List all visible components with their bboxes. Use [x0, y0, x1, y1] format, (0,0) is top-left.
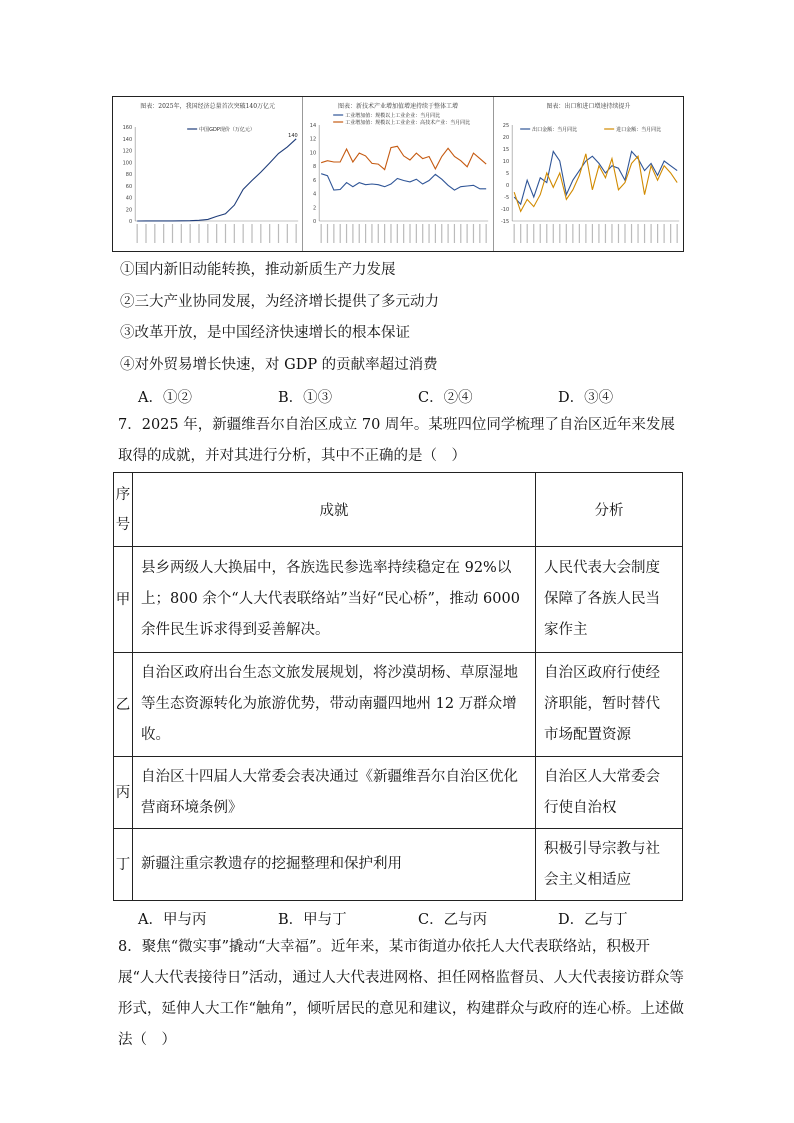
row-analysis: 自治区人大常委会行使自治权	[536, 757, 683, 829]
header-achievement: 成就	[133, 473, 536, 547]
q6-option-b[interactable]: B．①③	[278, 390, 333, 406]
q7-option-c[interactable]: C．乙与丙	[418, 912, 488, 928]
header-analysis: 分析	[536, 473, 683, 547]
legend-entry: 中国GDP现价（万亿元）	[199, 127, 255, 133]
table-row	[114, 653, 683, 757]
y-tick-label: 0	[313, 219, 317, 225]
table-header-row	[114, 473, 683, 547]
trade-chart-panel	[494, 97, 683, 251]
y-tick-label: 15	[502, 147, 509, 153]
y-tick-label: 10	[502, 159, 509, 165]
y-tick-label: 6	[313, 177, 317, 184]
row-analysis: 自治区政府行使经济职能，暂时替代市场配置资源	[536, 653, 683, 757]
row-achievement: 自治区十四届人大常委会表决通过《新疆维吾尔自治区优化营商环境条例》	[133, 757, 536, 829]
y-tick-label: 140	[122, 136, 133, 143]
q7-option-a[interactable]: A．甲与丙	[138, 912, 207, 928]
gdp-chart-title: 图表：2025年，我国经济总量首次突破140万亿元	[140, 103, 276, 110]
y-tick-label: 20	[125, 207, 133, 214]
row-analysis: 积极引导宗教与社会主义相适应	[536, 829, 683, 901]
y-tick-label: 25	[502, 123, 509, 129]
row-seq: 乙	[114, 653, 133, 757]
y-tick-label: 80	[125, 172, 133, 178]
statement-3: ③改革开放，是中国经济快速增长的根本保证	[120, 325, 410, 341]
row-seq: 甲	[114, 547, 133, 653]
y-tick-label: 0	[128, 219, 133, 225]
q8-stem: 8．聚焦“微实事”撬动“大幸福”。近年来，某市街道办依托人大代表联络站，积极开展“人大代表接待日”活动，通过人大代表进网格、担任网格监督员、人大代表接访群众等形式，延伸人大工作“触角”，倾听居民的意见和建议，构建群众与政府的连心桥。上述做法（ ）	[118, 939, 684, 1048]
industry-chart	[303, 97, 492, 251]
legend-entry: 工业增加值：规模以上工业企业：当月同比	[345, 113, 441, 119]
y-tick-label: 5	[505, 171, 509, 177]
gdp-chart-panel	[113, 97, 303, 251]
y-tick-label: -15	[500, 219, 509, 225]
trade-chart	[494, 97, 683, 251]
y-tick-label: 0	[505, 183, 509, 189]
q6-option-a[interactable]: A．①②	[138, 390, 192, 406]
statement-4: ④对外贸易增长快速，对 GDP 的贡献率超过消费	[120, 357, 438, 373]
legend-entry: 出口金额：当月同比	[531, 127, 577, 133]
y-tick-label: 8	[313, 164, 317, 171]
y-tick-label: 10	[310, 150, 317, 157]
q7-option-d[interactable]: D．乙与丁	[558, 912, 628, 928]
row-achievement: 县乡两级人大换届中，各族选民参选率持续稳定在 92%以上；800 余个“人大代表联络站”当好“民心桥”，推动 6000 余件民生诉求得到妥善解决。	[133, 547, 536, 653]
q6-option-c[interactable]: C．②④	[418, 390, 473, 406]
y-tick-label: 100	[122, 160, 133, 167]
q7-table	[113, 472, 683, 901]
value-annotation: 140	[288, 132, 298, 139]
row-analysis: 人民代表大会制度保障了各族人民当家作主	[536, 547, 683, 653]
y-tick-label: 12	[310, 136, 317, 143]
row-seq: 丙	[114, 757, 133, 829]
legend-entry: 进口金额：当月同比	[615, 127, 661, 133]
legend-entry: 工业增加值：规模以上工业企业：高技术产业：当月同比	[345, 120, 471, 126]
y-tick-label: -5	[503, 195, 509, 201]
q6-option-d[interactable]: D．③④	[558, 390, 614, 406]
row-achievement: 新疆注重宗教遗存的挖掘整理和保护利用	[133, 829, 536, 901]
y-tick-label: 120	[122, 148, 133, 155]
y-tick-label: 60	[125, 183, 133, 190]
row-seq: 丁	[114, 829, 133, 901]
statement-1: ①国内新旧动能转换，推动新质生产力发展	[120, 262, 396, 278]
chart-strip	[112, 96, 684, 252]
q6-options	[138, 386, 698, 407]
table-row	[114, 547, 683, 653]
q7-options	[138, 908, 698, 929]
industry-chart-panel	[303, 97, 493, 251]
trade-chart-title: 图表：出口和进口增速持续提升	[546, 103, 631, 110]
series-line	[321, 146, 486, 169]
series-line	[321, 174, 486, 190]
y-tick-label: 4	[313, 191, 317, 198]
statement-2: ②三大产业协同发展，为经济增长提供了多元动力	[120, 294, 439, 310]
row-achievement: 自治区政府出台生态文旅发展规划，将沙漠胡杨、草原湿地等生态资源转化为旅游优势，带动南疆四地州 12 万群众增收。	[133, 653, 536, 757]
gdp-chart	[113, 97, 302, 251]
table-row	[114, 757, 683, 829]
y-tick-label: 40	[125, 195, 133, 202]
y-tick-label: 20	[502, 135, 509, 141]
series-line	[137, 139, 296, 221]
y-tick-label: 14	[310, 123, 317, 129]
q7-option-b[interactable]: B．甲与丁	[278, 912, 347, 928]
industry-chart-title: 图表：新技术产业增加值增速持续于整体工增	[337, 103, 458, 110]
table-row	[114, 829, 683, 901]
header-seq: 序号	[114, 473, 133, 547]
q7-stem: 7．2025 年，新疆维吾尔自治区成立 70 周年。某班四位同学梳理了自治区近年来发展取得的成就，并对其进行分析，其中不正确的是（ ）	[118, 417, 675, 464]
y-tick-label: -10	[500, 207, 509, 213]
y-tick-label: 2	[313, 205, 317, 212]
y-tick-label: 160	[122, 125, 133, 131]
